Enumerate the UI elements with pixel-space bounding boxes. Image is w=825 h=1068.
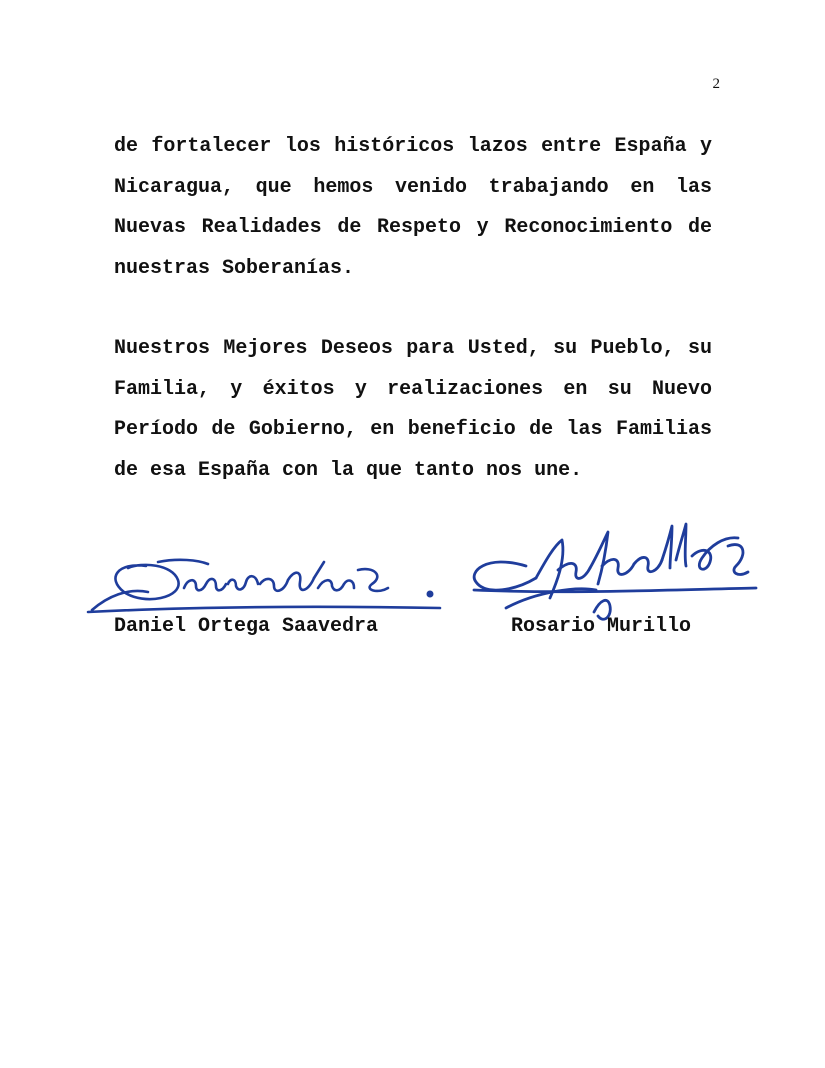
paragraph-closing-ties: de fortalecer los históricos lazos entre España y Nicaragua, que hemos venido trabajando en las Nuevas Realidades de Respeto y Reconocimiento de nuestras Soberanías. (114, 135, 712, 280)
paragraph-best-wishes: Nuestros Mejores Deseos para Usted, su Pueblo, su Familia, y éxitos y realizaciones en su Nuevo Período de Gobierno, en beneficio de las Familias de esa España con la que tanto nos une. (114, 337, 712, 482)
signature-block (0, 520, 825, 650)
page-number: 2 (712, 76, 720, 92)
signatory-name-daniel-ortega: Daniel Ortega Saavedra (114, 615, 379, 638)
signature-daniel-ortega (88, 548, 448, 618)
signatory-name-rosario-murillo: Rosario Murillo (511, 615, 692, 638)
letter-body (114, 127, 712, 491)
